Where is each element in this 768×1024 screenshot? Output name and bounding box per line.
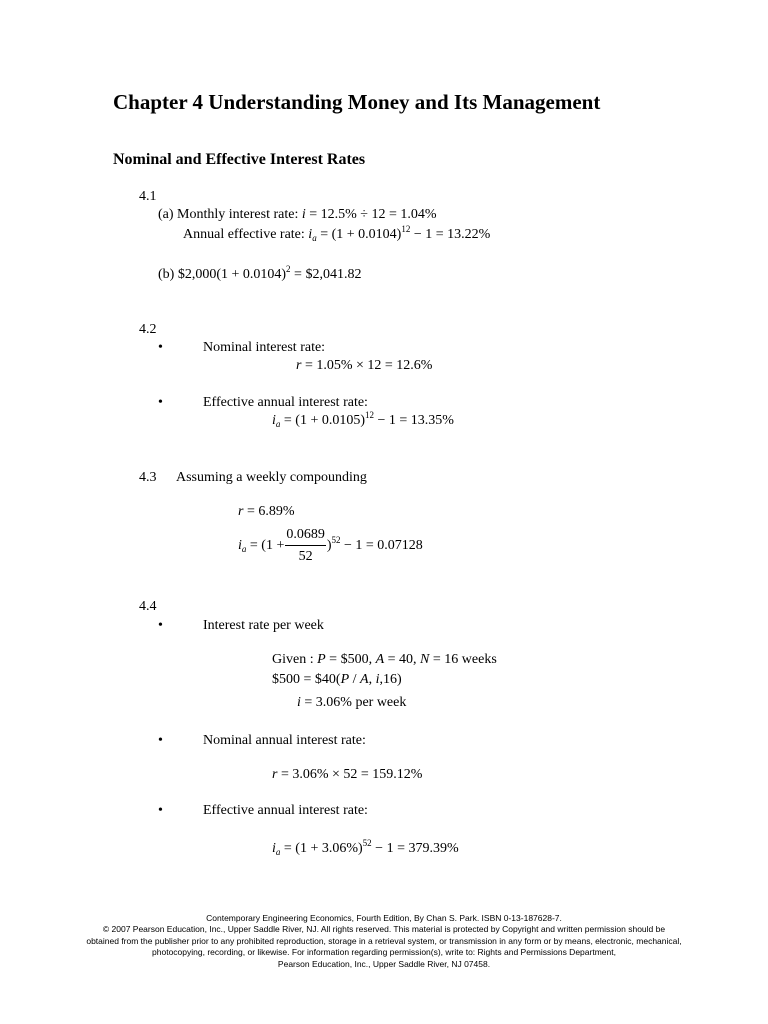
formula-rate: r = 6.89% (238, 504, 295, 519)
monthly-rate-label: (a) Monthly interest rate: (158, 207, 299, 222)
footer-line: photocopying, recording, or likewise. For information regarding permission(s), write to: Rights and Permissions Department, (152, 947, 616, 958)
weekly-rate-label: Interest rate per week (203, 618, 324, 633)
annual-effective-line (183, 224, 491, 243)
footer-line: obtained from the publisher prior to any prohibited reproduction, storage in a retrieval system, or transmission in any form or by means, electronic, mechanical, (86, 935, 682, 946)
bullet: • (158, 733, 163, 748)
section-heading: Nominal and Effective Interest Rates (113, 151, 366, 168)
formula-effective-weekly: $i_a = (1$ + $\frac{0.0689}{52}$ )$^{52}$ − 1 = 0.07128 (238, 527, 423, 564)
formula-present-worth: $500 = $40(P / A, i,16) (272, 672, 402, 687)
formula-annual-effective: $i_a = (1 + 0.0104)^{12} - 1 = 13.22\%$ (308, 224, 491, 243)
monthly-rate-line (158, 207, 437, 223)
bullet: • (158, 395, 163, 410)
part-b-line: (b) $2,000(1 + 0.0104)$^2$ = $2,041.82 (158, 264, 362, 282)
weekly-compounding-label: Assuming a weekly compounding (176, 470, 367, 485)
problem-number: 4.3 (139, 470, 157, 485)
footer-line: Contemporary Engineering Economics, Fourth Edition, By Chan S. Park. ISBN 0-13-187628-7. (206, 913, 562, 923)
formula-effective-rate: $i_a = (1 + 0.0105)^{12} - 1 = 13.35\%$ (272, 410, 454, 429)
effective-annual-label: Effective annual interest rate: (203, 803, 368, 818)
footer-line: Pearson Education, Inc., Upper Saddle River, NJ 07458. (277, 958, 491, 969)
page-title: Chapter 4 Understanding Money and Its Management (113, 90, 601, 114)
bullet: • (158, 340, 163, 355)
effective-rate-label: Effective annual interest rate: (203, 395, 368, 410)
formula-effective-annual: $i_a = (1 + 3.06\%)^{52} - 1 = 379.39\%$ (272, 838, 459, 857)
formula-weekly-rate: i = 3.06% per week (297, 695, 407, 710)
footer-line: © 2007 Pearson Education, Inc., Upper Saddle River, NJ. All rights reserved. This material is protected by Copyright and written permission should be (102, 924, 666, 935)
bullet: • (158, 803, 163, 818)
formula-given: Given : P = $500, A = 40, N = 16 weeks (272, 652, 497, 667)
problem-number: 4.1 (139, 189, 157, 204)
formula-monthly-rate: i = 12.5% ÷ 12 = 1.04% (301, 207, 437, 222)
problem-number: 4.2 (139, 322, 157, 337)
problem-number: 4.4 (139, 599, 157, 614)
copyright-footer (0, 913, 768, 970)
bullet: • (158, 618, 163, 633)
nominal-annual-label: Nominal annual interest rate: (203, 733, 366, 748)
nominal-rate-label: Nominal interest rate: (203, 340, 326, 355)
fraction: $\frac{0.0689}{52}$ (286, 527, 325, 564)
annual-effective-label: Annual effective rate: (183, 227, 305, 242)
formula-nominal-annual: r = 3.06% × 52 = 159.12% (272, 767, 423, 782)
formula-nominal-rate: r = 1.05% × 12 = 12.6% (296, 358, 433, 373)
